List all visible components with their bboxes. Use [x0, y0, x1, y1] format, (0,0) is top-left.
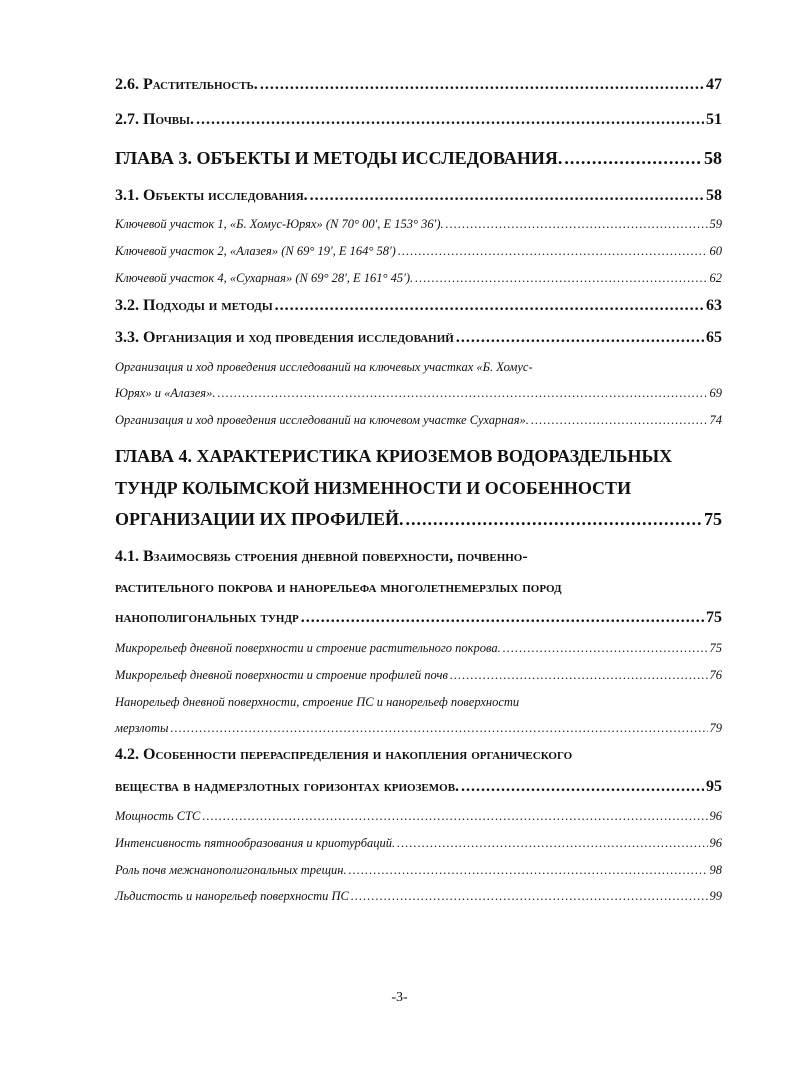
dot-leader [397, 836, 707, 851]
page-ref: 95 [706, 778, 722, 795]
page-ref: 98 [709, 863, 722, 877]
dot-leader [202, 809, 707, 824]
toc-sub-nanorelief[interactable]: мерзлоты ..... 79 [115, 721, 722, 736]
dot-leader [446, 217, 708, 232]
toc-entry-3-2[interactable]: 3.2. Подходы и методы ..... 63 [115, 297, 722, 315]
page-ref: 69 [709, 386, 722, 400]
page-ref: 63 [706, 297, 722, 314]
page-ref: 65 [706, 329, 722, 346]
dot-leader [564, 148, 702, 169]
page-ref: 96 [709, 836, 722, 850]
toc-sub-key-site-4[interactable]: Ключевой участок 4, «Сухарная» (N 69° 28', E 161° 45'). ..... 62 [115, 271, 722, 286]
toc-sub-organization-2[interactable]: Организация и ход проведения исследований на ключевом участке Сухарная». ..... 74 [115, 413, 722, 428]
toc-sub-ice-content[interactable]: Льдистость и нанорельеф поверхности ПС ..... 99 [115, 889, 722, 904]
page-ref: 59 [709, 217, 722, 231]
page-ref: 75 [706, 609, 722, 626]
toc-sub-key-site-1[interactable]: Ключевой участок 1, «Б. Хомус-Юрях» (N 70° 00', E 153° 36'). ..... 59 [115, 217, 722, 232]
toc-sub-microrelief-profiles[interactable]: Микрорельеф дневной поверхности и строение профилей почв ..... 76 [115, 668, 722, 683]
dot-leader [260, 76, 704, 94]
toc-chapter-4-line1: ГЛАВА 4. ХАРАКТЕРИСТИКА КРИОЗЕМОВ ВОДОРАЗДЕЛЬНЫХ [115, 446, 673, 466]
page-ref: 58 [704, 148, 722, 168]
page-ref: 75 [709, 641, 722, 655]
toc-entry-4-2-line1: 4.2. Особенности перераспределения и накопления органического [115, 746, 573, 763]
toc-sub-spot-intensity[interactable]: Интенсивность пятнообразования и криотурбаций. ..... 96 [115, 836, 722, 851]
toc-sub-key-site-2[interactable]: Ключевой участок 2, «Алазея» (N 69° 19', E 164° 58') ..... 60 [115, 244, 722, 259]
dot-leader [275, 297, 704, 315]
toc-sub-microrelief-vegetation[interactable]: Микрорельеф дневной поверхности и строение растительного покрова. ..... 75 [115, 641, 722, 656]
toc-sub-nanorelief-line1: Нанорельеф дневной поверхности, строение ПС и нанорельеф поверхности [115, 695, 520, 709]
dot-leader [456, 329, 704, 347]
page-ref: 96 [709, 809, 722, 823]
toc-entry-3-1[interactable]: 3.1. Объекты исследования. ..... 58 [115, 187, 722, 205]
toc-entry-2-7[interactable]: 2.7. Почвы. ..... 51 [115, 111, 722, 129]
dot-leader [531, 413, 708, 428]
toc-sub-sts-thickness[interactable]: Мощность СТС ..... 96 [115, 809, 722, 824]
page-number: -3- [391, 990, 408, 1005]
toc-chapter-3[interactable]: ГЛАВА 3. ОБЪЕКТЫ И МЕТОДЫ ИССЛЕДОВАНИЯ. ..... 58 [115, 148, 722, 169]
page-ref: 79 [709, 721, 722, 735]
toc-chapter-4[interactable]: ОРГАНИЗАЦИИ ИХ ПРОФИЛЕЙ. ..... 75 [115, 509, 722, 530]
dot-leader [351, 889, 708, 904]
page-ref: 76 [709, 668, 722, 682]
dot-leader [310, 187, 704, 205]
page-ref: 51 [706, 111, 722, 128]
toc-chapter-4-line2: ТУНДР КОЛЫМСКОЙ НИЗМЕННОСТИ И ОСОБЕННОСТИ [115, 478, 632, 498]
toc-entry-4-2[interactable]: вещества в надмерзлотных горизонтах криоземов. ..... 95 [115, 778, 722, 796]
page-ref: 62 [709, 271, 722, 285]
page-ref: 47 [706, 76, 722, 93]
page-ref: 75 [704, 509, 722, 529]
toc-sub-organization-line1: Организация и ход проведения исследований на ключевых участках «Б. Хомус- [115, 360, 533, 374]
toc-sub-crack-soils[interactable]: Роль почв межнанополигональных трещин. ..... 98 [115, 863, 722, 878]
dot-leader [301, 609, 704, 627]
page-ref: 58 [706, 187, 722, 204]
dot-leader [450, 668, 708, 683]
dot-leader [349, 863, 708, 878]
dot-leader [461, 778, 704, 796]
toc-entry-4-1-line2: растительного покрова и нанорельефа многолетнемерзлых пород [115, 579, 562, 596]
page-ref: 74 [709, 413, 722, 427]
toc-entry-4-1[interactable]: нанополигональных тундр ..... 75 [115, 609, 722, 627]
toc-entry-3-3[interactable]: 3.3. Организация и ход проведения исследований ..... 65 [115, 329, 722, 347]
dot-leader [398, 244, 708, 259]
toc-sub-organization-1[interactable]: Юрях» и «Алазея». ..... 69 [115, 386, 722, 401]
page-ref: 60 [709, 244, 722, 258]
dot-leader [196, 111, 704, 129]
dot-leader [405, 509, 702, 530]
page-ref: 99 [709, 889, 722, 903]
dot-leader [415, 271, 707, 286]
toc-entry-2-6[interactable]: 2.6. Растительность. ..... 47 [115, 76, 722, 94]
dot-leader [171, 721, 708, 736]
toc-entry-4-1-line1: 4.1. Взаимосвязь строения дневной поверхности, почвенно- [115, 548, 528, 565]
dot-leader [217, 386, 707, 401]
dot-leader [503, 641, 708, 656]
